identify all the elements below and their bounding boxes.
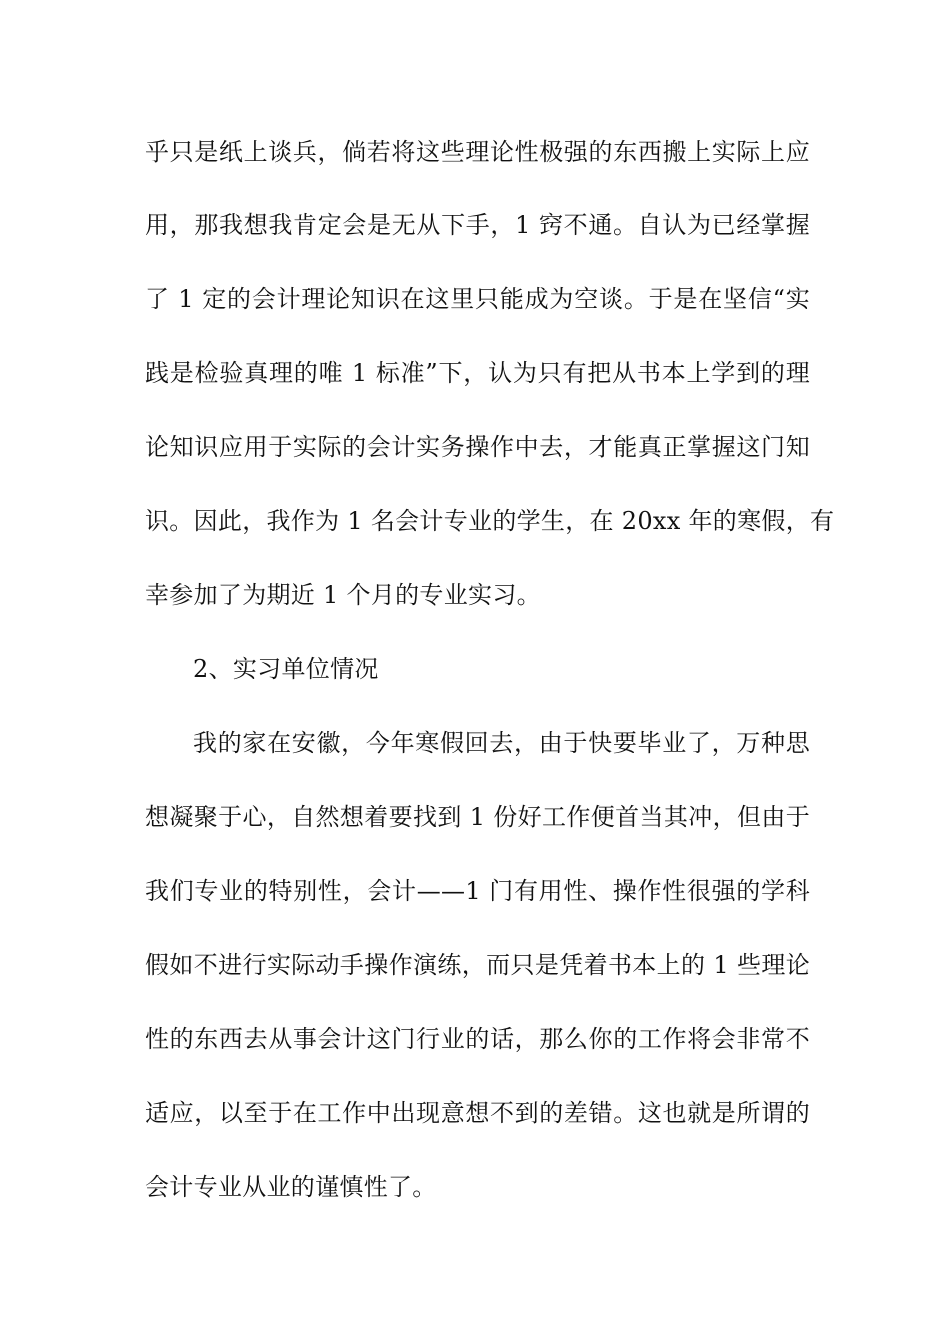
paragraph-1-line-2: 用，那我想我肯定会是无从下手，1 窍不通。自认为已经掌握 [145,211,810,239]
paragraph-1-line-4: 践是检验真理的唯 1 标准”下，认为只有把从书本上学到的理 [145,359,810,387]
paragraph-2-line-5: 性的东西去从事会计这门行业的话，那么你的工作将会非常不 [145,1025,810,1053]
paragraph-2-line-7: 会计专业从业的谨慎性了。 [145,1173,437,1201]
paragraph-1-line-7: 幸参加了为期近 1 个月的专业实习。 [145,581,541,609]
paragraph-1-line-3: 了 1 定的会计理论知识在这里只能成为空谈。于是在坚信“实 [145,285,810,313]
paragraph-2-line-2: 想凝聚于心，自然想着要找到 1 份好工作便首当其冲，但由于 [145,803,810,831]
paragraph-2-line-1: 我的家在安徽，今年寒假回去，由于快要毕业了，万种思 [193,729,810,757]
section-heading: 2、实习单位情况 [193,655,379,683]
paragraph-1-line-1: 乎只是纸上谈兵，倘若将这些理论性极强的东西搬上实际上应 [145,138,810,166]
paragraph-1-line-6: 识。因此，我作为 1 名会计专业的学生，在 20xx 年的寒假，有 [145,507,835,535]
paragraph-2-line-3: 我们专业的特别性，会计——1 门有用性、操作性很强的学科 [145,877,810,905]
paragraph-2-line-6: 适应，以至于在工作中出现意想不到的差错。这也就是所谓的 [145,1099,810,1127]
paragraph-1-line-5: 论知识应用于实际的会计实务操作中去，才能真正掌握这门知 [145,433,810,461]
paragraph-2-line-4: 假如不进行实际动手操作演练，而只是凭着书本上的 1 些理论 [145,951,810,979]
